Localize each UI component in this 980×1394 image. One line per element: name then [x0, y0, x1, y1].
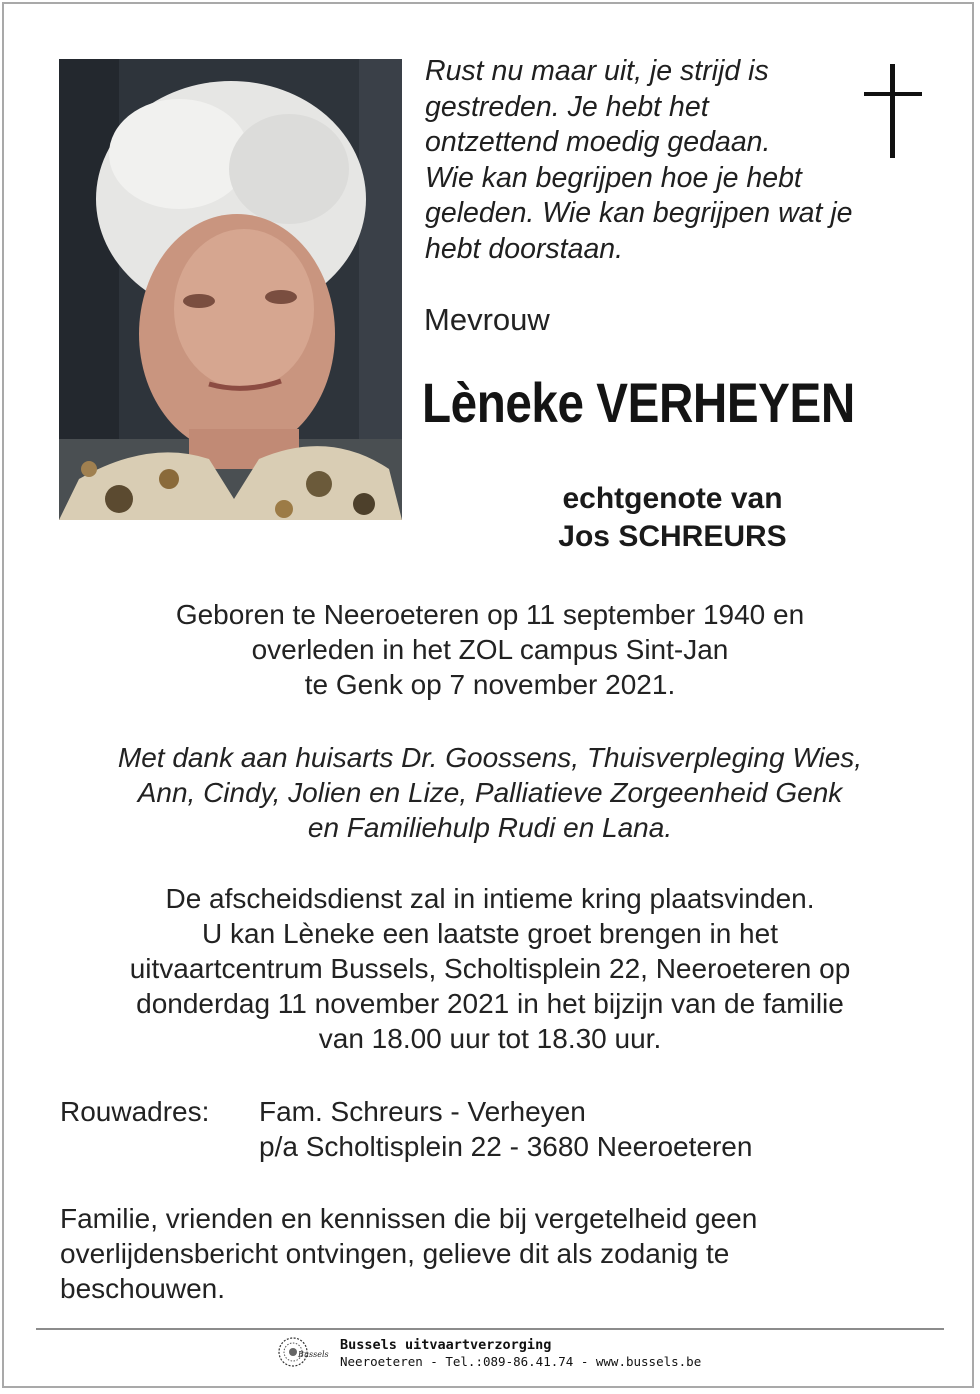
- thanks-paragraph: [40, 740, 940, 845]
- paragraph-line: Geboren te Neeroeteren op 11 september 1940 en: [175, 599, 805, 630]
- spouse-name: Jos SCHREURS: [558, 520, 787, 553]
- paragraph-line: overlijdensbericht ontvingen, gelieve dit als zodanig te: [60, 1238, 730, 1269]
- service-paragraph: [40, 881, 940, 1056]
- portrait-photo: [59, 59, 402, 520]
- poem-line: ontzettend moedig gedaan.: [425, 126, 771, 158]
- cross-icon: [864, 64, 922, 158]
- paragraph-line: donderdag 11 november 2021 in het bijzijn van de familie: [136, 988, 844, 1019]
- address-label: Rouwadres:: [60, 1096, 210, 1127]
- paragraph-line: te Genk op 7 november 2021.: [304, 669, 676, 700]
- poem-line: Rust nu maar uit, je strijd is: [425, 55, 769, 87]
- spouse-block: [425, 480, 920, 556]
- spouse-prefix: echtgenote van: [562, 482, 783, 515]
- paragraph-line: overleden in het ZOL campus Sint-Jan: [251, 634, 729, 665]
- closing-note: [60, 1201, 920, 1306]
- salutation: Mevrouw: [424, 302, 550, 337]
- paragraph-line: en Familiehulp Rudi en Lana.: [307, 812, 673, 843]
- address-lines: [259, 1094, 752, 1164]
- poem-line: hebt doorstaan.: [425, 232, 624, 265]
- paragraph-line: U kan Lèneke een laatste groet brengen in het: [202, 918, 778, 949]
- paragraph-line: uitvaartcentrum Bussels, Scholtisplein 22, Neeroeteren op: [129, 953, 851, 984]
- paragraph-line: Familie, vrienden en kennissen die bij vergetelheid geen: [60, 1203, 758, 1234]
- paragraph-line: Met dank aan huisarts Dr. Goossens, Thuisverpleging Wies,: [117, 742, 863, 773]
- footer-divider: [36, 1328, 944, 1330]
- deceased-name: Lèneke VERHEYEN: [422, 371, 855, 434]
- paragraph-line: van 18.00 uur tot 18.30 uur.: [318, 1023, 662, 1054]
- bussels-logo-icon: [276, 1335, 332, 1369]
- poem: [425, 54, 865, 267]
- address-line: Fam. Schreurs - Verheyen: [259, 1096, 586, 1127]
- address-line: p/a Scholtisplein 22 - 3680 Neeroeteren: [259, 1131, 753, 1162]
- paragraph-line: Ann, Cindy, Jolien en Lize, Palliatieve Zorgeenheid Genk: [137, 777, 843, 808]
- birth-death-paragraph: [40, 597, 940, 702]
- poem-line: Wie kan begrijpen hoe je hebt: [425, 161, 802, 194]
- paragraph-line: beschouwen.: [60, 1273, 226, 1304]
- poem-line: geleden. Wie kan begrijpen wat je: [425, 197, 853, 229]
- svg-text:Bussels: Bussels: [298, 1350, 329, 1359]
- footer-company: Bussels uitvaartverzorging: [340, 1337, 552, 1353]
- poem-line: gestreden. Je hebt het: [425, 90, 709, 123]
- footer-contact: Neeroeteren - Tel.:089-86.41.74 - www.bussels.be: [340, 1354, 702, 1369]
- paragraph-line: De afscheidsdienst zal in intieme kring plaatsvinden.: [165, 883, 815, 914]
